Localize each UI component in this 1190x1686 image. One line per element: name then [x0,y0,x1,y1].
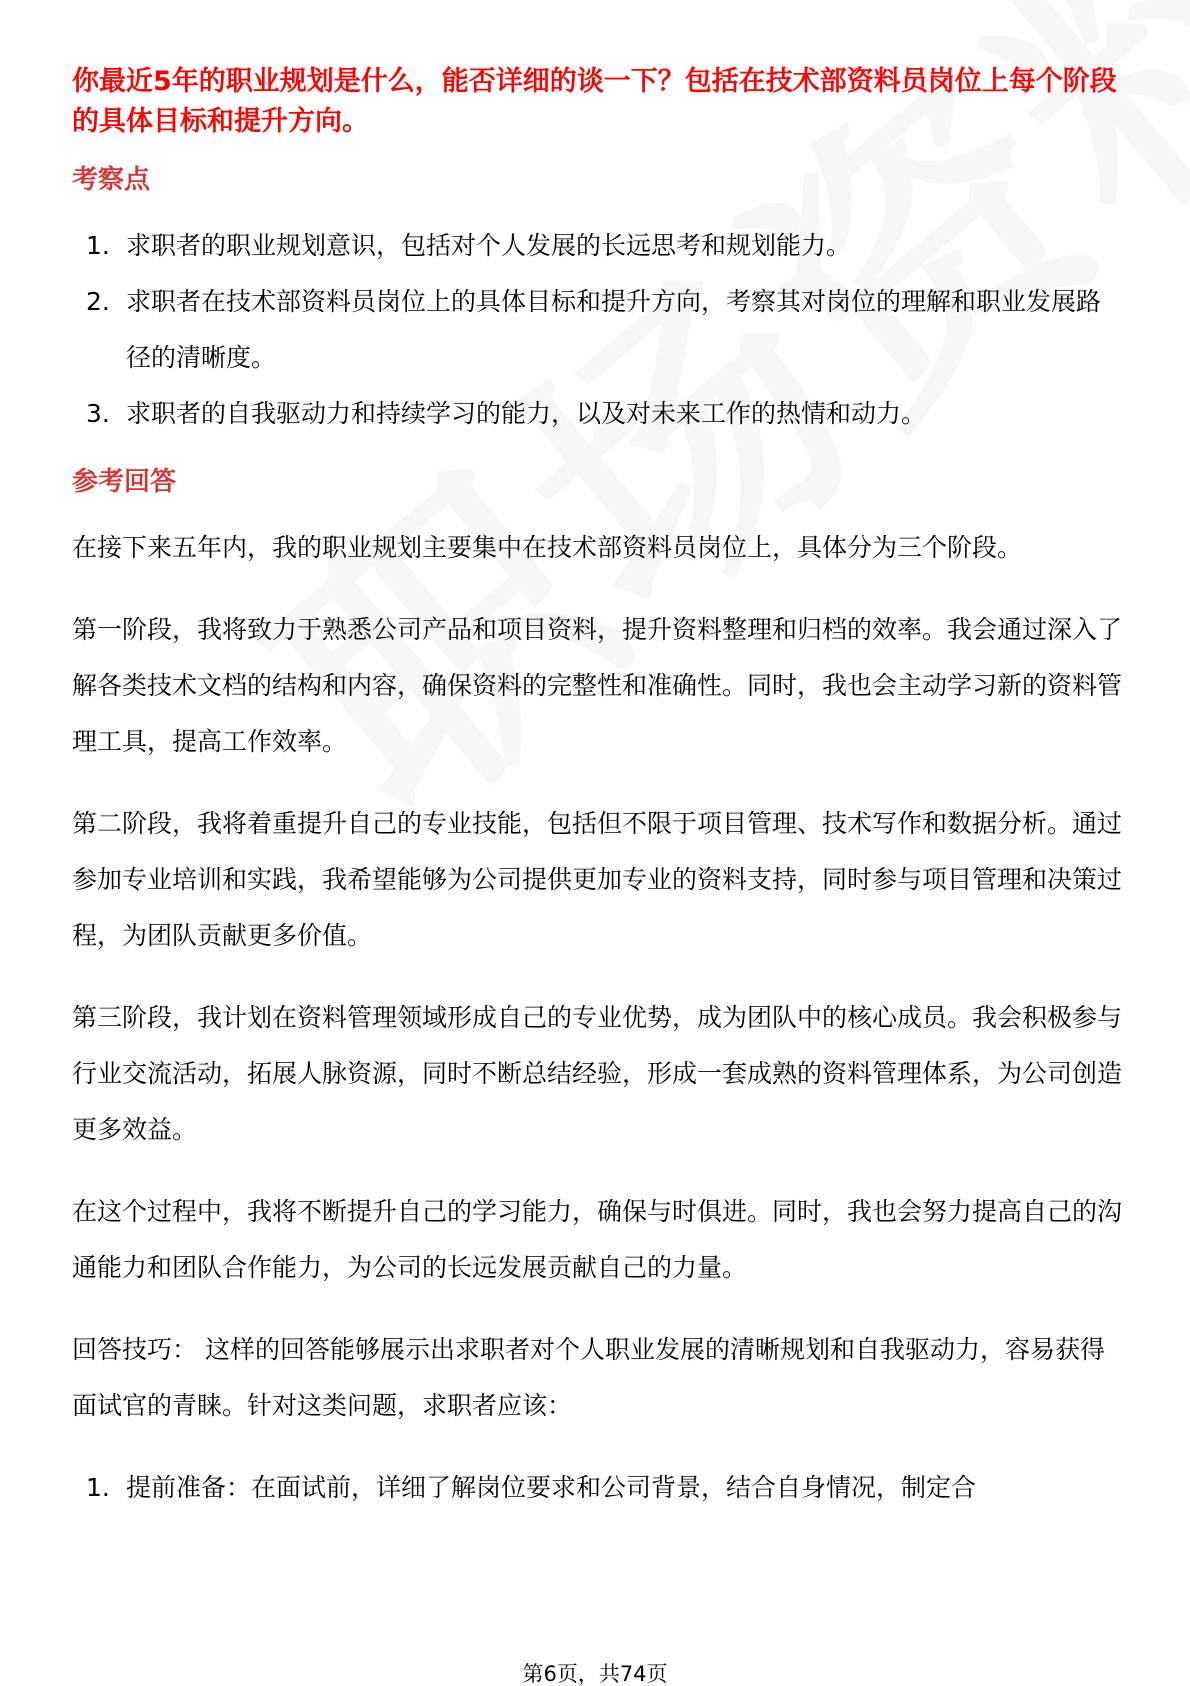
section-heading-reference-answer: 参考回答 [72,467,177,497]
answer-tips-paragraph: 回答技巧： 这样的回答能够展示出求职者对个人职业发展的清晰规划和自我驱动力，容易获得面试官的青睐。针对这类问题，求职者应该： [72,1335,1105,1420]
list-item [72,386,1122,442]
answer-paragraph: 第三阶段，我计划在资料管理领域形成自己的专业优势，成为团队中的核心成员。我会积极参与行业交流活动，拓展人脉资源，同时不断总结经验，形成一套成熟的资料管理体系，为公司创造更多效益。 [72,1003,1123,1144]
list-item-text: 求职者的职业规划意识，包括对个人发展的长远思考和规划能力。 [126,231,852,260]
answer-paragraph: 在这个过程中，我将不断提升自己的学习能力，确保与时俱进。同时，我也会努力提高自己的沟通能力和团队合作能力，为公司的长远发展贡献自己的力量。 [72,1197,1123,1282]
list-item-text: 求职者在技术部资料员岗位上的具体目标和提升方向，考察其对岗位的理解和职业发展路径的清晰度。 [126,287,1102,372]
page-number-footer: 第6页，共74页 [522,1662,668,1686]
answer-paragraph: 在接下来五年内，我的职业规划主要集中在技术部资料员岗位上，具体分为三个阶段。 [72,533,1023,562]
assessment-points-list [72,218,1122,442]
question-title: 你最近5年的职业规划是什么，能否详细的谈一下？包括在技术部资料员岗位上每个阶段的具体目标和提升方向。 [72,66,1117,137]
tips-list [72,1460,1122,1516]
page-content [72,62,1122,1536]
list-item [72,218,1122,274]
list-item-number: 1. [86,231,110,260]
answer-paragraph: 第一阶段，我将致力于熟悉公司产品和项目资料，提升资料整理和归档的效率。我会通过深入了解各类技术文档的结构和内容，确保资料的完整性和准确性。同时，我也会主动学习新的资料管理工具，提高工作效率。 [72,615,1123,756]
list-item-text: 提前准备：在面试前，详细了解岗位要求和公司背景，结合自身情况，制定合 [126,1473,977,1502]
list-item-text: 求职者的自我驱动力和持续学习的能力，以及对未来工作的热情和动力。 [126,399,927,428]
list-item-number: 1. [86,1473,110,1502]
list-item-number: 2. [86,287,110,316]
answer-paragraph: 第二阶段，我将着重提升自己的专业技能，包括但不限于项目管理、技术写作和数据分析。通过参加专业培训和实践，我希望能够为公司提供更加专业的资料支持，同时参与项目管理和决策过程，为团队贡献更多价值。 [72,809,1123,950]
section-heading-assessment: 考察点 [72,165,151,195]
list-item-number: 3. [86,399,110,428]
list-item [72,274,1122,386]
list-item [72,1460,1122,1516]
